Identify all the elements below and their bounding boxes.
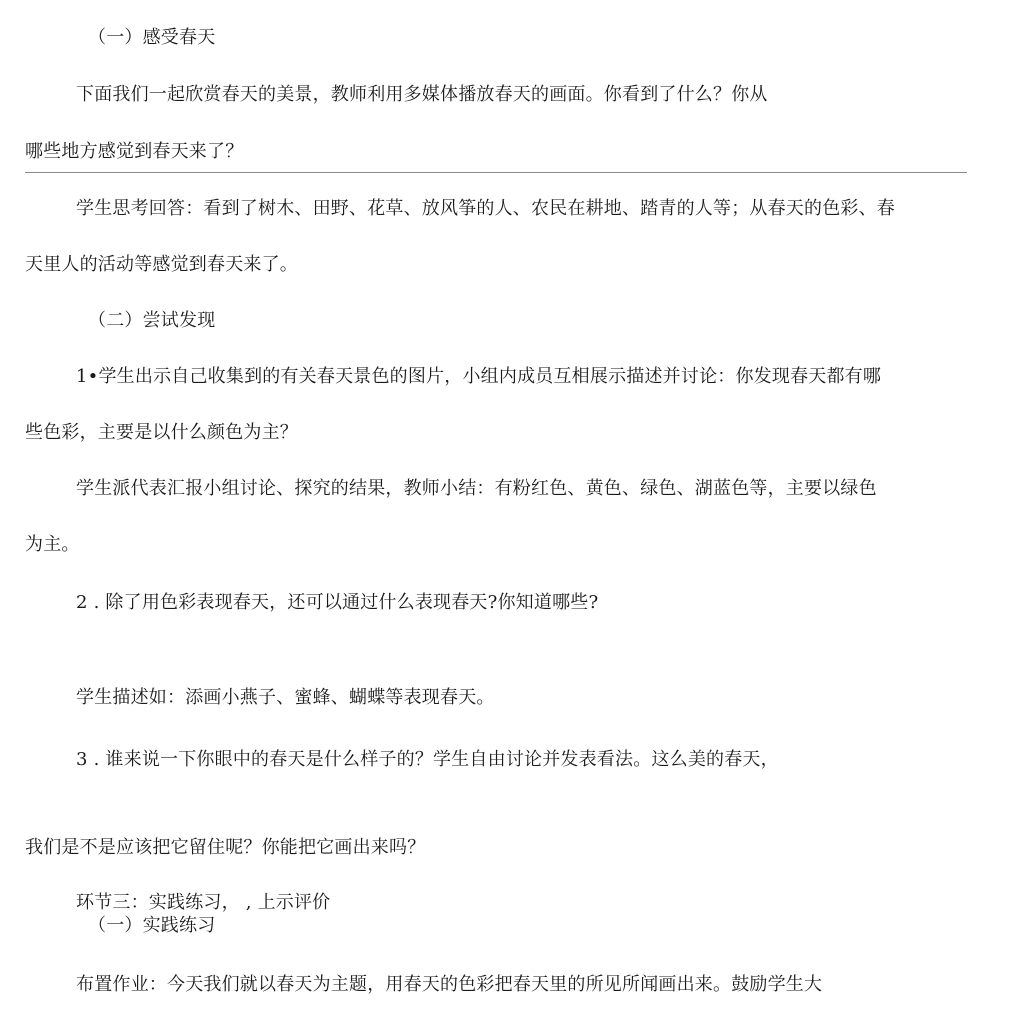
paragraph-line: 学生思考回答：看到了树木、田野、花草、放风筝的人、农民在耕地、踏青的人等；从春天的色彩、春 <box>76 198 895 219</box>
paragraph-line: 布置作业：今天我们就以春天为主题，用春天的色彩把春天里的所见所闻画出来。鼓励学生大 <box>76 974 823 995</box>
divider-line <box>25 172 967 173</box>
paragraph-line: 2 . 除了用色彩表现春天，还可以通过什么表现春天?你知道哪些? <box>76 592 599 613</box>
section-heading-try-discover: （二）尝试发现 <box>88 310 216 331</box>
paragraph-line: 学生描述如：添画小燕子、蜜蜂、蝴蝶等表现春天。 <box>76 687 495 708</box>
paragraph-line: 下面我们一起欣赏春天的美景，教师利用多媒体播放春天的画面。你看到了什么？你从 <box>76 84 768 105</box>
paragraph-line: 天里人的活动等感觉到春天来了。 <box>25 254 298 275</box>
paragraph-line: 些色彩，主要是以什么颜色为主？ <box>25 422 298 443</box>
paragraph-line: 哪些地方感觉到春天来了？ <box>25 141 244 162</box>
section-heading-feel-spring: （一）感受春天 <box>88 27 216 48</box>
paragraph-line: 3 . 谁来说一下你眼中的春天是什么样子的？学生自由讨论并发表看法。这么美的春天， <box>76 749 779 770</box>
section-heading-practice: （一）实践练习 <box>88 915 216 936</box>
section-heading-practice-stage: 环节三：实践练习， , 上示评价 <box>76 892 331 913</box>
paragraph-line: 1•学生出示自己收集到的有关春天景色的图片，小组内成员互相展示描述并讨论：你发现春天都有哪 <box>76 366 882 387</box>
paragraph-line: 我们是不是应该把它留住呢？你能把它画出来吗？ <box>25 837 426 858</box>
paragraph-line: 学生派代表汇报小组讨论、探究的结果，教师小结：有粉红色、黄色、绿色、湖蓝色等，主要以绿色 <box>76 478 877 499</box>
paragraph-line: 为主。 <box>25 534 80 555</box>
